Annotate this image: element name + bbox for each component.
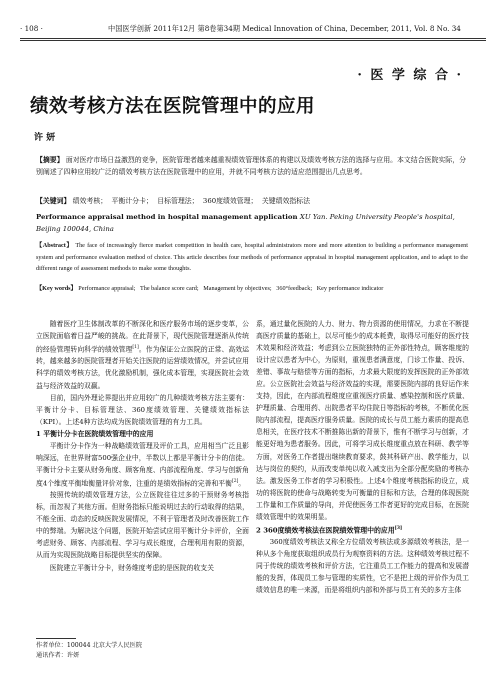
abstract-english: [36, 240, 468, 275]
abstract-cn-text: 面对医疗市场日益激烈的竞争，医院管理者越来越重视绩效管理体系的构建以及绩效考核方法的选择与应用。本文结合医院实际，分别阐述了四种应用较广泛的绩效考核方法在医院管理中的应用，并就不同考核方法的适应范围提出几点思考。: [36, 156, 466, 177]
abstract-en-text: The face of increasingly fierce market competition in health care, hospital administrators more and more attention to building a performance management system and performance evaluation method of choice. This article describes four methods of performance appraisal in hospital management application, and to adapt to the different range of assessment methods to make some thoughts.: [36, 242, 468, 272]
page-number: · 108 ·: [20, 24, 43, 33]
citation: [2]: [231, 478, 239, 484]
footnote-rule: [36, 638, 76, 639]
english-title-block: [36, 212, 468, 236]
keywords-chinese: [36, 195, 466, 207]
keywords-en-label: 【Key words】: [36, 285, 77, 292]
journal-line: 中国医学创新 2011年12月 第8卷第34期 Medical Innovation of China, December, 2011, Vol. 8 No. 34: [108, 24, 461, 33]
english-affiliation: XU Yan. Peking University People's hospital, Beijing 100044, China: [36, 213, 455, 233]
body-paragraph: 360度绩效考核法又称全方位绩效考核法或多源绩效考核法，是一种从多个角度获取组织成员行为观察资料的方法。这种绩效考核过程不同于传统的绩效考核和评价方法，它注重员工工作能力的提高和发展潜能的发挥，体现员工参与管理的实质性，它不是把上级的评价作为员工绩效信息的唯一来源，而是将组织内部和外部与员工有关的多方主体: [256, 538, 469, 595]
abstract-cn-label: 【摘要】: [36, 156, 64, 164]
body-paragraph: 随着医疗卫生体制改革的不断深化和医疗服务市场的逐步变革，公立医院面临着日益严峻的挑战。在此背景下，现代医院管理逐渐从传统的经验管理转向科学的绩效管理[1]。作为保证公立医院的正常、高效运转，越来越多的医院管理者开始关注医院的运营绩效情况，并尝试应用科学的绩效考核方法，优化激励机制，强化成本管理，实现医院社会效益与经济效益的双赢。: [36, 320, 249, 390]
body-paragraph: 平衡计分卡作为一种战略绩效管理及评价工具，应用相当广泛且影响深远，在世界财富500强企业中，半数以上都是平衡计分卡的信徒。平衡计分卡主要从财务角度、顾客角度、内部流程角度、学习与创新角度4个维度平衡地衡量评价对象，注重的是绩效指标的完善和平衡[2]。: [36, 441, 249, 488]
keywords-cn-text: 绩效考核； 平衡计分卡； 目标管理法； 360度绩效管理； 关键绩效指标法: [72, 197, 311, 205]
keywords-english: [36, 283, 468, 295]
keywords-en-text: Performance appraisal; The balance score card; Management by objectives; 360°feedback; Key performance indicator: [78, 285, 384, 292]
body-column-left: [36, 318, 249, 574]
citation: [3]: [394, 525, 403, 531]
article-author: 许 妍: [34, 133, 56, 143]
abstract-en-label: 【Abstract】: [36, 242, 74, 249]
english-title: Performance appraisal method in hospital management application: [36, 213, 298, 221]
article-title: 绩效考核方法在医院管理中的应用: [30, 96, 316, 117]
body-column-right: [256, 318, 469, 596]
abstract-chinese: [36, 154, 466, 179]
author-unit: 作者单位：100044 北京大学人民医院: [36, 642, 143, 649]
body-paragraph: 系，通过量化医院的人力、财力、物力资源的使用情况，力求在不断提高医疗质量的基础上，以尽可能少的成本耗费，取得尽可能好的医疗技术效果和经济效益；考虑到公立医院独特的正外部性特点，顾客维度的设计应以患者为中心，为原则，重视患者满意度，门诊工作量、投诉、差错、事故与赔偿等方面的指标，力求最大限度的发挥医院的正外部效应。公立医院社会效益与经济效益的实现，需要医院内部的良好运作来支持，因此，在内部流程维度应重视医疗质量、感染控制和医疗质量、护理质量、合理用药、出院患者平均住院日等指标的考核，不断优化医院内部流程，提高医疗服务质量。医院的成长与员工能力素质的提高息息相关，在医疗技术不断推陈出新的背景下，惟有不断学习与创新，才能更好地为患者服务。因此，可将学习成长维度重点放在科研、教学等方面，对医务工作者提出继续教育要求，鼓其科研产出、教学能力，以达与岗位的契约，从而改变单纯以收入减支出为全部分配奖励的考核办法。激发医务工作者的学习积极性。上述4个维度考核指标的设立，成功的将医院的使命与战略转变为可衡量的目标和方法，合理的体现医院工作量和工作质量的导向，并促使医务工作者更好的完成目标，在医院绩效管理中的效果明显。: [256, 320, 469, 521]
keywords-cn-label: 【关键词】: [36, 197, 71, 205]
running-header: [20, 22, 486, 36]
header-rule-top: [20, 38, 486, 39]
section-heading-2: 2 360度绩效考核法在医院绩效管理中的应用[3]: [256, 525, 403, 535]
citation: [1]: [132, 345, 139, 351]
section-heading-1: 1 平衡计分卡在医院绩效管理中的应用: [36, 429, 154, 438]
body-paragraph: 目前，国内外理论界提出并应用较广的几种绩效考核方法主要有：平衡计分卡、目标管理法、360度绩效管理、关键绩效指标法（KPI）。上述4种方法均成为医院绩效管理的有力工具。: [36, 393, 249, 426]
body-paragraph: 医院建立平衡计分卡，财务维度考虑的是医院的收支关: [49, 563, 214, 572]
corresponding-author: 通讯作者：许妍: [36, 652, 80, 659]
header-rule-bottom: [20, 40, 486, 41]
section-label: · 医 学 综 合 ·: [357, 68, 463, 83]
footnote: [36, 641, 246, 661]
body-paragraph: 按照传统的绩效管理方法，公立医院往往过多的干预财务考核指标，而忽视了其他方面。但财务指标只能说明过去的行动取得的结果，不能全面、动态的反映医院发展情况，不利于管理者及时改善医院工作中的弊端。为解决这个问题，医院开始尝试应用平衡计分卡评价，全面考虑财务、顾客、内部流程、学习与成长维度，合理利用有限的资源，从而为实现医院战略目标提供坚实的保障。: [36, 491, 249, 560]
